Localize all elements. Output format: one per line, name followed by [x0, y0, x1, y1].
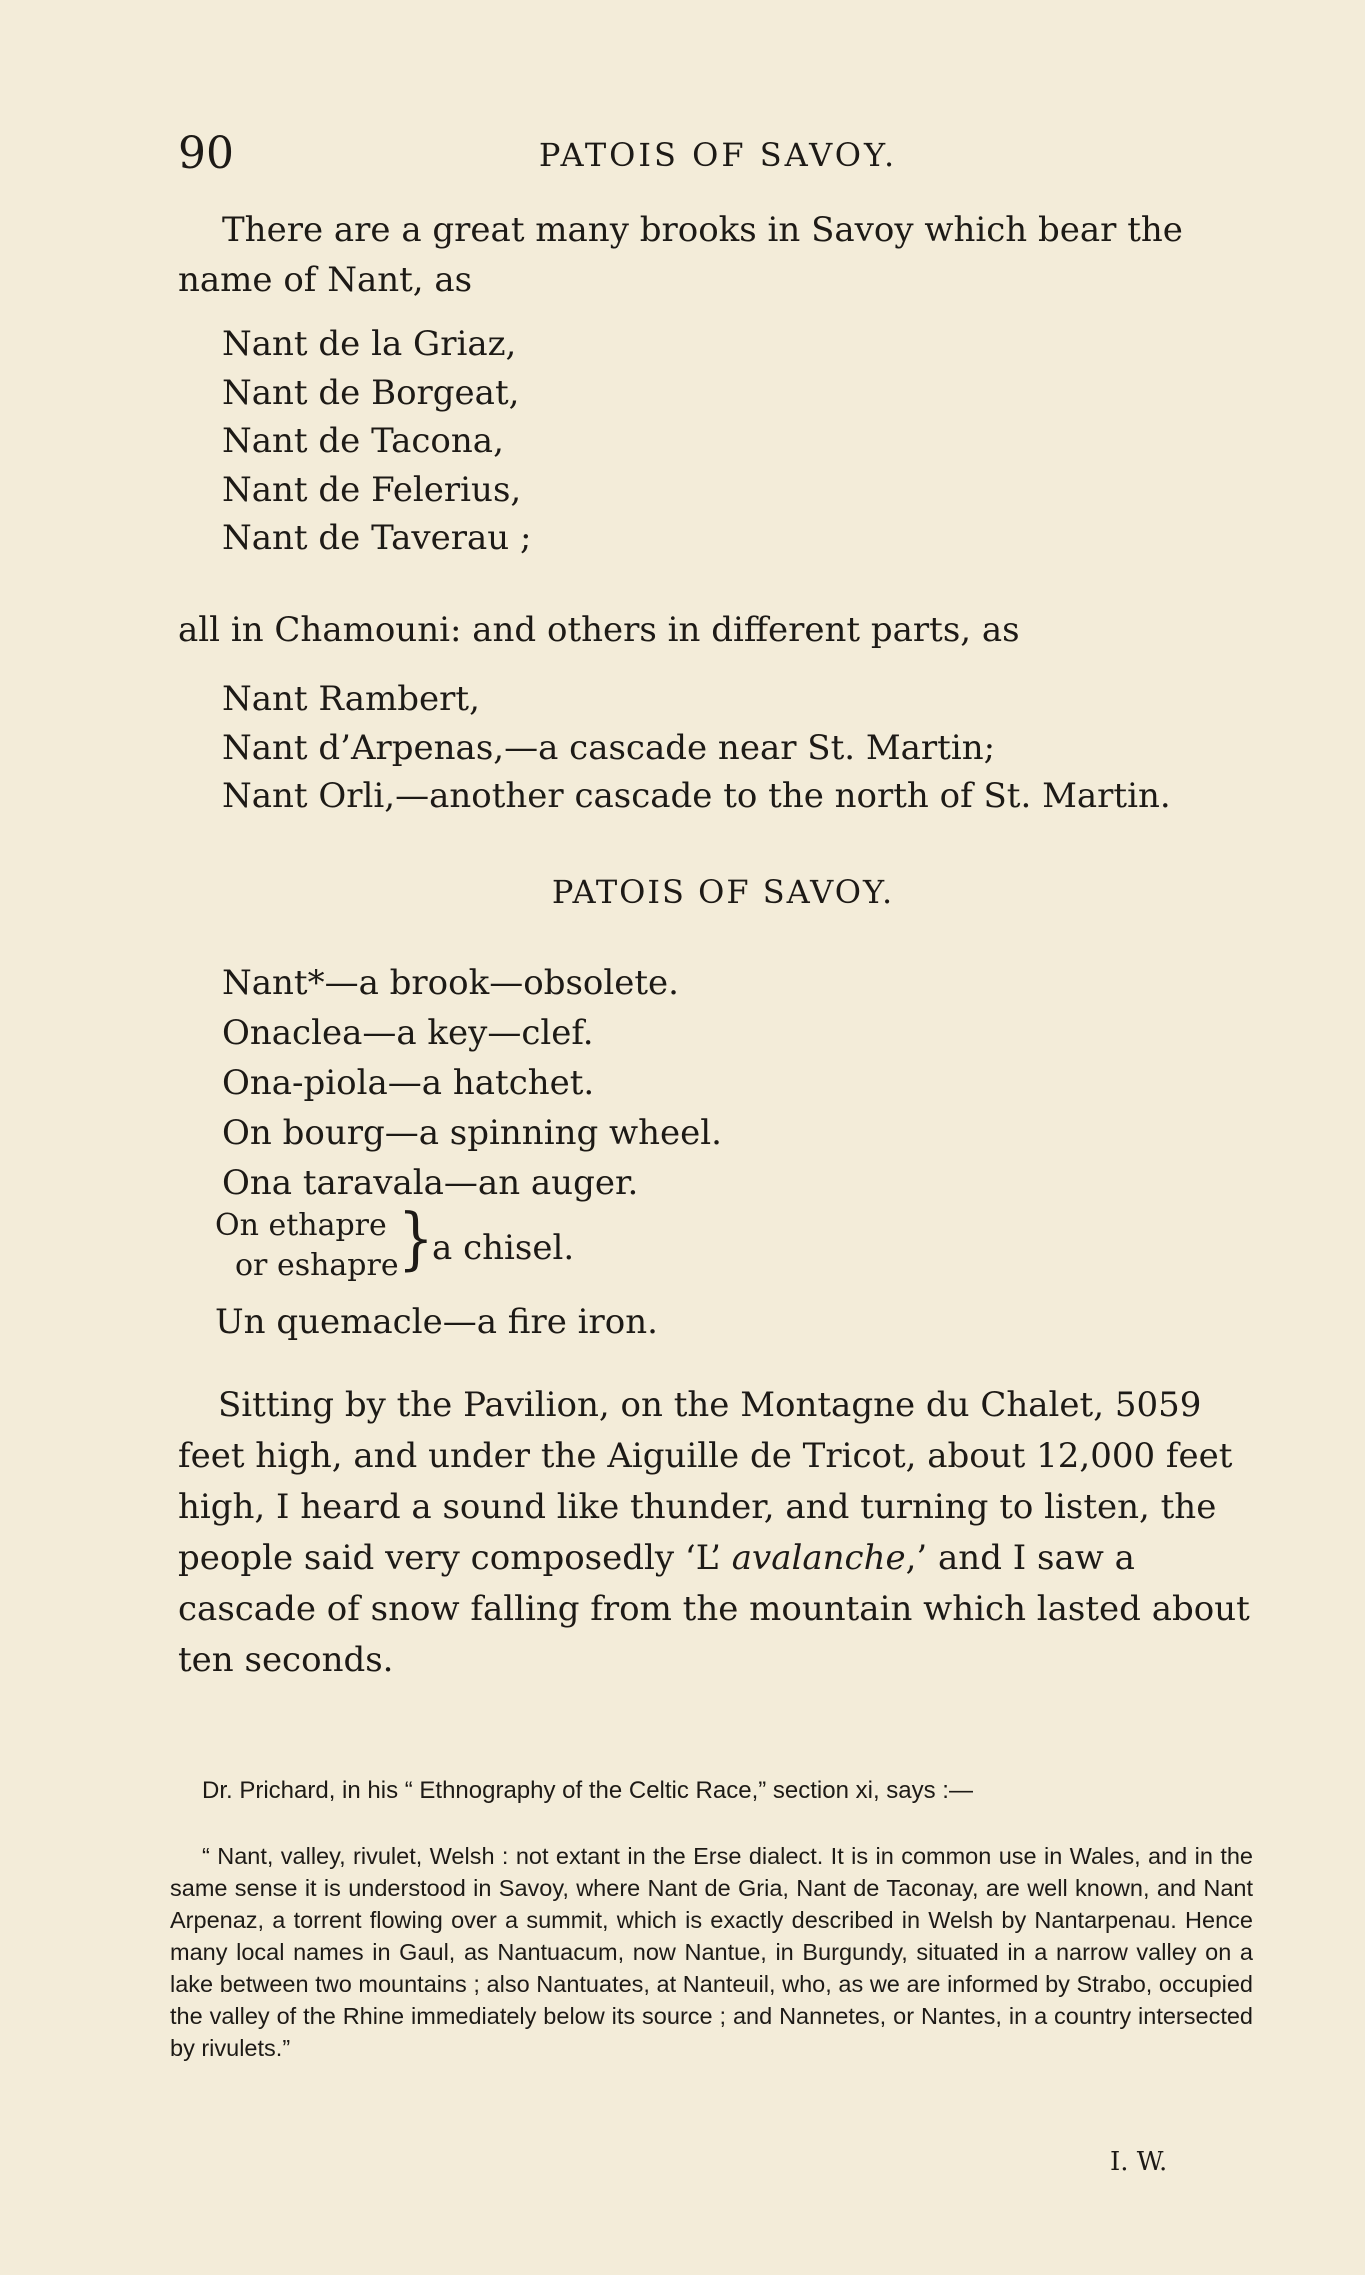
footnote-intro: Dr. Prichard, in his “ Ethnography of the Celtic Race,” section xi, says :— — [202, 1777, 973, 1804]
glossary-entry: Un quemacle—a fire iron. — [215, 1302, 658, 1342]
paragraph-brooks: There are a great many brooks in Savoy which bear the name of Nant, as — [178, 210, 1183, 300]
section-title: PATOIS OF SAVOY. — [551, 873, 895, 911]
paragraph-avalanche — [178, 1380, 1268, 1686]
chisel-variant-2: or eshapre — [235, 1248, 399, 1283]
list-item: Nant Rambert, — [222, 679, 480, 719]
nant-list-chamouni — [222, 320, 531, 563]
footnote-body: “ Nant, valley, rivulet, Welsh : not extant in the Erse dialect. It is in common use in Wales, and in the same sense it is understood in Savoy, where Nant de Gria, Nant de Taconay, are well known, and Nant Arpenaz, a torrent flowing over a summit, which is exactly described in Welsh by Nantarpenau. Hence many local names in Gaul, as Nantuacum, now Nantue, in Burgundy, situated in a narrow valley on a lake between two mountains ; also Nantuates, at Nanteuil, who, as we are informed by Strabo, occupied the valley of the Rhine immediately below its source ; and Nannetes, or Nantes, in a country intersected by rivulets.” — [170, 1843, 1253, 2061]
page-number: 90 — [178, 128, 234, 179]
page-header — [178, 128, 1258, 178]
list-item: Nant de Taverau ; — [222, 518, 532, 558]
chisel-variant-1: On ethapre — [215, 1208, 387, 1243]
list-item: Nant d’Arpenas,—a cascade near St. Martin; — [222, 727, 996, 768]
list-item: Nant de Borgeat, — [222, 372, 520, 413]
footnote-signature: I. W. — [1110, 2147, 1168, 2177]
glossary-entry-chisel — [215, 1200, 715, 1298]
list-item: Nant de la Griaz, — [222, 324, 517, 364]
list-item: Nant de Tacona, — [222, 421, 504, 461]
patois-glossary — [222, 958, 722, 1208]
glossary-entry: Onaclea—a key—clef. — [222, 1013, 594, 1053]
paragraph-text: Sitting by the Pavilion, on the Montagne du Chalet, 5059 feet high, and under the Aiguille de Tricot, about 12,000 feet high, I heard a sound like thunder, and turning to listen, the people said very composedly ‘L’ — [178, 1385, 1233, 1578]
curly-brace-icon: } — [398, 1200, 434, 1279]
paragraph-chamouni: all in Chamouni: and others in different parts, as — [178, 610, 1020, 650]
paragraph-text: ,’ and I saw a cascade of snow falling from the mountain which lasted about ten seconds. — [178, 1538, 1250, 1680]
italic-word: avalanche — [731, 1538, 906, 1578]
chisel-meaning: a chisel. — [432, 1228, 575, 1268]
glossary-entry: On bourg—a spinning wheel. — [222, 1113, 722, 1153]
glossary-entry: Nant*—a brook—obsolete. — [222, 963, 679, 1003]
list-item: Nant Orli,—another cascade to the north of St. Martin. — [222, 776, 1171, 816]
running-head: PATOIS OF SAVOY. — [538, 136, 898, 174]
glossary-entry: Ona taravala—an auger. — [222, 1163, 639, 1203]
glossary-entry: Ona-piola—a hatchet. — [222, 1063, 595, 1103]
list-item: Nant de Felerius, — [222, 469, 522, 510]
nant-list-other — [222, 675, 1171, 821]
